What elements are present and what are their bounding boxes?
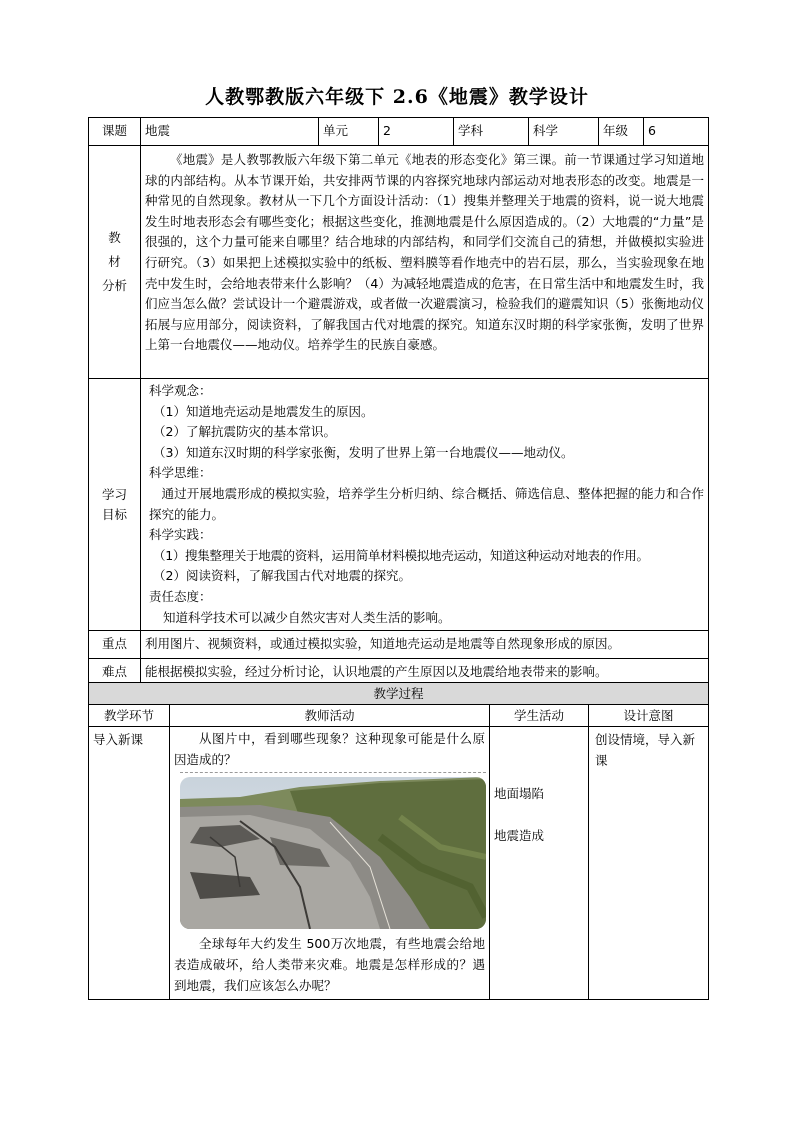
intent-cell: 创设情境，导入新课 xyxy=(589,727,709,1000)
col-student-header: 学生活动 xyxy=(490,705,589,727)
process-title: 教学过程 xyxy=(89,683,709,705)
header-row xyxy=(89,118,709,146)
objective-heading: 责任态度： xyxy=(149,588,212,604)
teaching-process-table xyxy=(88,682,709,1000)
unit-value: 2 xyxy=(379,118,454,146)
objective-heading: 科学观念： xyxy=(149,383,212,398)
process-title-row xyxy=(89,683,709,705)
objective-item: （2）了解抗震防灾的基本常识。 xyxy=(153,424,336,440)
separator xyxy=(180,772,486,773)
teacher-question: 从图片中，看到哪些现象？这种现象可能是什么原因造成的？ xyxy=(174,731,485,767)
earthquake-road-photo xyxy=(180,777,486,929)
objective-item: （2）阅读资料，了解我国古代对地震的探究。 xyxy=(153,568,411,584)
earthquake-road-illustration xyxy=(180,777,486,929)
objective-heading: 科学思维： xyxy=(149,465,212,481)
analysis-text: 《地震》是人教鄂教版六年级下第二单元《地表的形态变化》第三课。前一节课通过学习知道地球的内部结构。从本节课开始，共安排两节课的内容探究地球内部运动对地表形态的改变。地震是一种常见的自然现象。教材从一下几个方面设计活动：（1）搜集并整理关于地震的资料，说一说大地震发生时地表形态会有哪些变化；根据这些变化，推测地震是什么原因造成的。（2）大地震的“力量”是很强的，这个力量可能来自哪里？结合地球的内部结构，和同学们交流自己的猜想，并做模拟实验进行研究。（3）如果把上述模拟实验中的纸板、塑料膜等看作地壳中的岩石层，那么，当实验现象在地壳中发生时，会给地表带来什么影响？（4）为减轻地震造成的危害，在日常生活中和地震发生时，我们应当怎么做？尝试设计一个避震游戏，或者做一次避震演习，检验我们的避震知识（5）张衡地动仪拓展与应用部分，阅读资料，了解我国古代对地震的探究。知道东汉时期的科学家张衡，发明了世界上第一台地震仪——地动仪。培养学生的民族自豪感。 xyxy=(145,152,704,353)
objective-item: （1）搜集整理关于地震的资料，运用简单材料模拟地壳运动，知道这种运动对地表的作用。 xyxy=(153,547,649,563)
topic-label: 课题 xyxy=(89,118,141,146)
subject-value: 科学 xyxy=(529,118,599,146)
objective-heading: 科学实践： xyxy=(149,527,212,543)
difficulty-label: 难点 xyxy=(89,659,141,687)
difficulty-text: 能根据模拟实验，经过分析讨论，认识地震的产生原因以及地震给地表带来的影响。 xyxy=(141,659,709,687)
analysis-label: 教 材 分析 xyxy=(89,146,141,379)
col-teacher-header: 教师活动 xyxy=(170,705,490,727)
lesson-info-table xyxy=(88,117,709,687)
process-row-intro xyxy=(89,727,709,1000)
grade-label: 年级 xyxy=(599,118,644,146)
topic-value: 地震 xyxy=(141,118,319,146)
col-intent-header: 设计意图 xyxy=(589,705,709,727)
objectives-label: 学习目标 xyxy=(89,379,141,631)
objective-item: 知道科学技术可以减少自然灾害对人类生活的影响。 xyxy=(163,609,451,625)
grade-value: 6 xyxy=(644,118,709,146)
subject-label: 学科 xyxy=(454,118,529,146)
stage-cell: 导入新课 xyxy=(89,727,170,1000)
key-point-label: 重点 xyxy=(89,631,141,659)
col-stage-header: 教学环节 xyxy=(89,705,170,727)
page-title: 人教鄂教版六年级下 2.6《地震》教学设计 xyxy=(205,86,589,108)
student-activity-2: 地震造成 xyxy=(494,828,545,843)
objective-item: 通过开展地震形成的模拟实验，培养学生分析归纳、综合概括、筛选信息、整体把握的能力和合作探究的能力。 xyxy=(149,485,704,522)
analysis-row xyxy=(89,146,709,379)
student-activity-1: 地面塌陷 xyxy=(494,786,545,801)
teacher-text: 全球每年大约发生 500万次地震，有些地震会给地表造成破坏，给人类带来灾难。地震是怎样形成的？遇到地震，我们应该怎么办呢？ xyxy=(174,936,485,993)
process-header-row xyxy=(89,705,709,727)
key-point-text: 利用图片、视频资料，或通过模拟实验，知道地壳运动是地震等自然现象形成的原因。 xyxy=(141,631,709,659)
key-point-row xyxy=(89,631,709,659)
objectives-row xyxy=(89,379,709,631)
objective-item: （1）知道地壳运动是地震发生的原因。 xyxy=(153,403,374,419)
unit-label: 单元 xyxy=(319,118,379,146)
objective-item: （3）知道东汉时期的科学家张衡，发明了世界上第一台地震仪——地动仪。 xyxy=(153,444,574,460)
